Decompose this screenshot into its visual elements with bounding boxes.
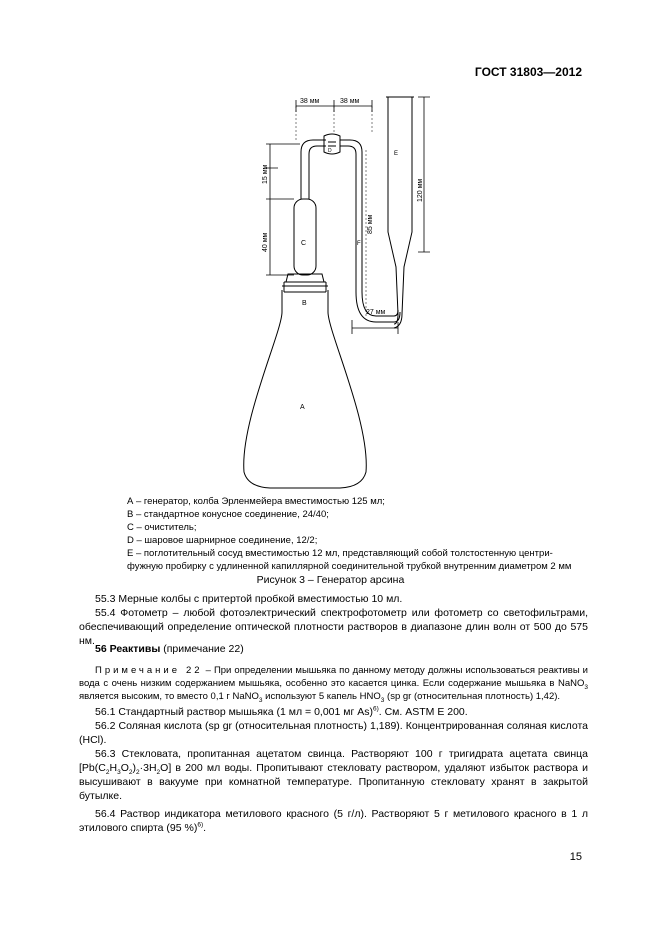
- note-text-1: – При определении мышьяка по данному методу должны использоваться реактивы и вода с очень низким содержанием мышьяка, особенно это касается цинка. Если содержание мышьяка в NaNO: [79, 665, 588, 689]
- absorber-vessel: [386, 97, 414, 314]
- legend-b: В – стандартное конусное соединение, 24/40;: [127, 509, 329, 520]
- legend-a: А – генератор, колба Эрленмейера вместимостью 125 мл;: [127, 496, 385, 507]
- section-55-block: [79, 592, 588, 648]
- page-number: 15: [569, 851, 582, 863]
- legend-e2: фужную пробирку с удлиненной капиллярной соединительной трубкой внутренним диаметром 2 мм: [127, 561, 572, 572]
- paragraph-56-1: 56.1 Стандартный раствор мышьяка (1 мл = 0,001 мг As)$^{6)}$. См. ASTM E 200.: [95, 705, 468, 718]
- document-header: ГОСТ 31803—2012: [474, 65, 582, 79]
- note-text-4: (sp gr (относительная плотность) 1,42).: [384, 691, 561, 702]
- dim-38-left: 38 мм: [300, 98, 320, 105]
- label-f: F: [357, 241, 361, 247]
- section-56-title-rest: (примечание 22): [160, 643, 244, 655]
- paragraph-55-3: 55.3 Мерные колбы с притертой пробкой вместимостью 10 мл.: [95, 593, 403, 605]
- section-56-body: [79, 705, 588, 835]
- label-d: D: [328, 148, 332, 154]
- figure-caption: Рисунок 3 – Генератор арсина: [256, 574, 405, 586]
- paragraph-56-2: 56.2 Соляная кислота (sp gr (относительная плотность) 1,189). Концентрированная соляная кислота (HCl).: [79, 720, 588, 746]
- scrubber-tube: [294, 199, 316, 275]
- label-e: E: [394, 151, 399, 157]
- label-a: A: [300, 404, 305, 411]
- section-56-title: [95, 643, 244, 655]
- dim-120: 120 мм: [417, 178, 424, 202]
- dim-40: 40 мм: [262, 232, 269, 252]
- dim-85: 85 мм: [367, 214, 374, 234]
- legend-e1: Е – поглотительный сосуд вместимостью 12 мл, представляющий собой толстостенную центри-: [127, 548, 553, 559]
- legend-c: С – очиститель;: [127, 522, 197, 533]
- paragraph-56-4: 56.4 Раствор индикатора метилового красного (5 г/л). Растворяют 5 г метилового красного в 1 л этилового спирта (95 %)$^{6)}$.: [79, 808, 588, 834]
- legend-d: D – шаровое шарнирное соединение, 12/2;: [127, 535, 318, 546]
- conical-joint: [282, 282, 328, 292]
- arsine-generator-figure: [200, 92, 440, 494]
- note-text-2: является высоким, то вместо 0,1 г NaNO: [79, 691, 259, 702]
- section-56-title-bold: 56 Реактивы: [95, 643, 161, 655]
- paragraph-55-4: 55.4 Фотометр – любой фотоэлектрический спектрофотометр или фотометр со светофильтрами, обеспечивающий определение оптической плотности растворов в диапазоне длин волн от 500 до 575 нм.: [79, 607, 588, 647]
- dim-38-right: 38 мм: [340, 98, 360, 105]
- note-text-3: используют 5 капель HNO: [262, 691, 381, 702]
- dim-27: 27 мм: [366, 309, 386, 316]
- label-c: C: [301, 240, 307, 247]
- ball-joint: [324, 134, 340, 154]
- flask-body: [244, 290, 367, 488]
- note-22: Примечание 22 – При определении мышьяка по данному методу должны использоваться реактивы и вода с очень низким содержанием мышьяка, особенно это касается цинка. Если содержание мышьяка в NaNO$_3$ является высоким, то вместо 0,1 г NaNO$_3$ используют 5 капель $HNO_3$ (sp gr (относительная плотность) 1,42).: [79, 665, 588, 704]
- paragraph-56-3: 56.3 Стекловата, пропитанная ацетатом свинца. Растворяют 100 г тригидрата ацетата свинца $[Pb(C_2H_3O_2)_2\cdot 3H_2O]$ в 200 мл воды. Пропитывают стекловату раствором, удаляют избыток раствора и высушивают в вакууме при комнатной температуре. Пропитанную стекловату хранят в закрытой бутылке.: [79, 748, 588, 802]
- figure-legend: [127, 495, 595, 573]
- note-prefix: Примечание 22: [95, 665, 203, 676]
- label-b: B: [302, 300, 307, 307]
- dim-15: 15 мм: [262, 164, 269, 184]
